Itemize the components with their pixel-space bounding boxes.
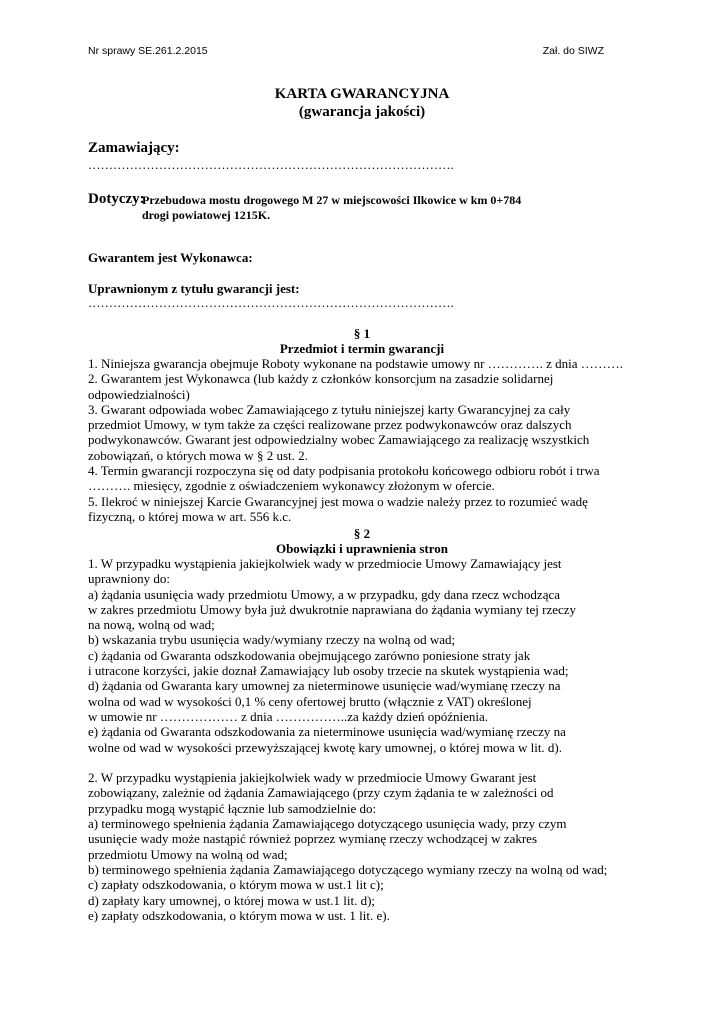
dotyczy-line-1: Przebudowa mostu drogowego M 27 w miejscowości Ilkowice w km 0+784 xyxy=(142,193,522,207)
section-2-line: c) żądania od Gwaranta odszkodowania obejmującego zarówno poniesione straty jak xyxy=(88,647,531,663)
section-1-line: 1. Niniejsza gwarancja obejmuje Roboty wykonane na podstawie umowy nr …………. z dnia ………. xyxy=(88,356,624,371)
section-2-line: e) zapłaty odszkodowania, o którym mowa w ust. 1 lit. e). xyxy=(88,907,390,923)
document-subtitle: (gwarancja jakości) xyxy=(298,104,426,120)
guarantor-statement: Gwarantem jest Wykonawca: xyxy=(88,250,253,265)
section-2-line: w zakres przedmiotu Umowy była już dwukrotnie naprawiana do żądania wymiany tej rzeczy xyxy=(88,601,577,617)
section-2-line: usunięcie wady może nastąpić również poprzez wymianę rzeczy wchodzącej w zakres xyxy=(88,831,538,847)
section-2-blank-line xyxy=(88,755,648,770)
section-2-line: i utracone korzyści, jakie doznał Zamawiający lub osoby trzecie na skutek wystąpienia wad; xyxy=(88,663,569,679)
section-2-line: uprawniony do: xyxy=(88,571,170,587)
section-1-line: 5. Ilekroć w niniejszej Karcie Gwarancyjnej jest mowa o wadzie należy przez to rozumieć wadę xyxy=(88,493,588,509)
section-2-title: Obowiązki i uprawnienia stron xyxy=(275,541,449,556)
entitled-dots: ……………………………………………………………………………. xyxy=(88,296,454,310)
zamawiajacy-label: Zamawiający: xyxy=(88,140,180,156)
section-2-line: 1. W przypadku wystąpienia jakiejkolwiek wady w przedmiocie Umowy Zamawiający jest xyxy=(88,556,562,571)
section-2-line: a) terminowego spełnienia żądania Zamawiającego dotyczącego usunięcia wady, przy czym xyxy=(88,816,567,832)
section-2-line: przypadku mogą wystąpić łącznie lub samodzielnie do: xyxy=(88,800,377,816)
section-2-line: wolna od wad w wysokości 0,1 % ceny ofertowej brutto (włącznie z VAT) określonej xyxy=(88,693,532,709)
attachment-note: Zał. do SIWZ xyxy=(542,45,604,57)
dotyczy-line-2: drogi powiatowej 1215K. xyxy=(142,208,271,222)
section-1-number: § 1 xyxy=(353,326,371,341)
section-2-line: e) żądania od Gwaranta odszkodowania za nieterminowe usunięcia wad/wymianę rzeczy na xyxy=(88,724,566,740)
section-1-line: 2. Gwarantem jest Wykonawca (lub każdy z członków konsorcjum na zasadzie solidarnej xyxy=(88,371,554,387)
document-title: KARTA GWARANCYJNA xyxy=(274,86,450,102)
dotyczy-label xyxy=(88,191,145,208)
section-1-line: 3. Gwarant odpowiada wobec Zamawiającego z tytułu niniejszej karty Gwarancyjnej za cały xyxy=(88,401,571,417)
zamawiajacy-dots: ……………………………………………………………………………. xyxy=(88,158,454,172)
section-2-line: wolne od wad w wysokości przewyższającej kwotę kary umownej, o której mowa w lit. d). xyxy=(88,739,563,755)
section-1-line: ………. miesięcy, zgodnie z oświadczeniem wykonawcy złożonym w ofercie. xyxy=(88,478,495,494)
section-2-line: d) zapłaty kary umownej, o której mowa w ust.1 lit. d); xyxy=(88,892,376,908)
section-2-line: przedmiotu Umowy na wolną od wad; xyxy=(88,846,288,862)
section-2-line: w umowie nr ……………… z dnia ……………..za każdy dzień opóźnienia. xyxy=(88,708,489,724)
section-2-line: b) wskazania trybu usunięcia wady/wymiany rzeczy na wolną od wad; xyxy=(88,632,456,648)
dotyczy-subject xyxy=(142,193,582,223)
section-1-line: odpowiedzialności) xyxy=(88,386,190,402)
entitled-label: Uprawnionym z tytułu gwarancji jest: xyxy=(88,281,300,296)
section-2-line: d) żądania od Gwaranta kary umownej za nieterminowe usunięcie wad/wymianę rzeczy na xyxy=(88,678,561,694)
section-1-line: przedmiot Umowy, w tym także za części realizowane przez podwykonawców oraz dalszych xyxy=(88,417,572,433)
section-1-line: 4. Termin gwarancji rozpoczyna się od daty podpisania protokołu końcowego odbioru robót i trwa xyxy=(88,463,600,479)
section-2-line: b) terminowego spełnienia żądania Zamawiającego dotyczącego wymiany rzeczy na wolną od wad; xyxy=(88,861,608,877)
section-2-line: c) zapłaty odszkodowania, o którym mowa w ust.1 lit c); xyxy=(88,877,384,893)
section-2-line: zobowiązany, zależnie od żądania Zamawiającego (przy czym żądania te w zależności od xyxy=(88,785,554,801)
section-1-line: podwykonawców. Gwarant jest odpowiedzialny wobec Zamawiającego za realizację wszystkich xyxy=(88,432,590,448)
section-2-line: a) żądania usunięcia wady przedmiotu Umowy, a w przypadku, gdy dana rzecz wchodząca xyxy=(88,586,561,602)
section-2-line: na nową, wolną od wad; xyxy=(88,617,215,633)
dotyczy-label-text: Dotyczy: xyxy=(88,191,145,207)
section-1-body xyxy=(88,356,648,524)
section-1-line: zobowiązań, o których mowa w § 2 ust. 2. xyxy=(88,447,308,463)
section-1-title: Przedmiot i termin gwarancji xyxy=(279,341,445,356)
section-2-number: § 2 xyxy=(353,526,371,541)
section-1-line: fizyczną, o której mowa w art. 556 k.c. xyxy=(88,508,292,524)
section-2-line: 2. W przypadku wystąpienia jakiejkolwiek wady w przedmiocie Umowy Gwarant jest xyxy=(88,770,537,786)
case-number: Nr sprawy SE.261.2.2015 xyxy=(88,45,208,57)
section-2-body xyxy=(88,556,648,923)
